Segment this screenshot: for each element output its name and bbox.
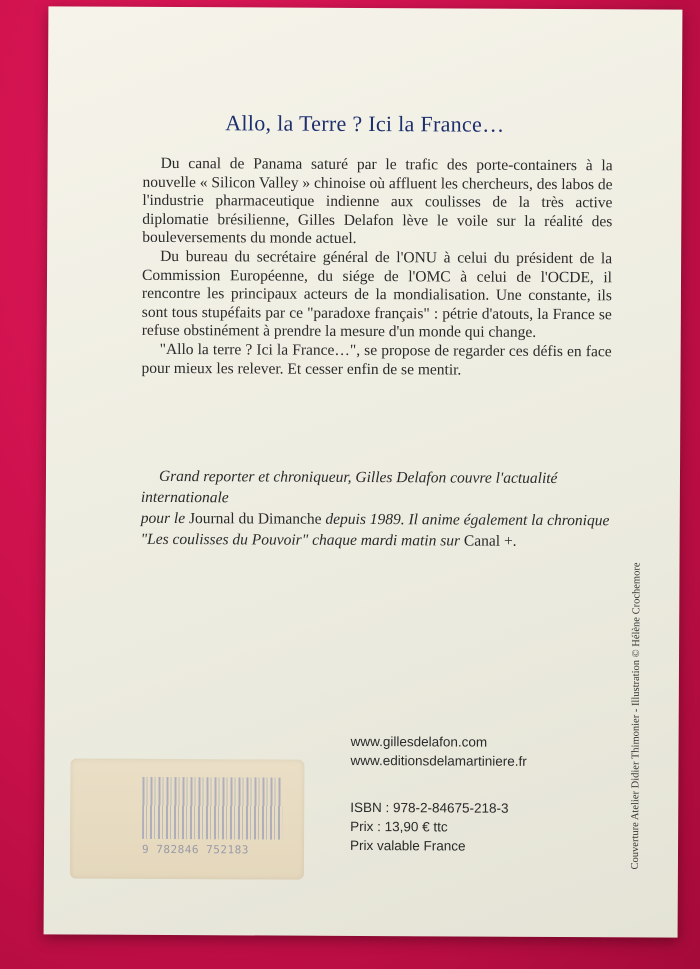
bio-line-1: Grand reporter et chroniqueur, Gilles Delafon couvre l'actualité internationale — [140, 467, 558, 507]
book-title: Allo, la Terre ? Ici la France… — [225, 110, 505, 137]
bio-line-3 — [141, 529, 641, 553]
blurb-paragraph-1: Du canal de Panama saturé par le trafic des porte-containers à la nouvelle « Silicon Valley » chinoise où affluent les chercheurs, des labos de l'industrie pharmaceutique indienne aux coulisses de la très active diplomatie brésilienne, Gilles Delafon lève le voile sur la réalité des bouleversements du monde actuel. — [142, 154, 613, 248]
blurb-paragraph-2: Du bureau du secrétaire général de l'ONU à celui du président de la Commission Européenne, du siége de l'OMC à celui de l'OCDE, il rencontre les principaux acteurs de la mondialisation. Une constante, ils sont tous stupéfaits par ce "paradoxe français" : pétrie d'atouts, la France se refuse obstinément à prendre la mesure d'un monde qui change. — [141, 247, 613, 342]
barcode-sticker — [70, 758, 305, 879]
isbn: ISBN : 978-2-84675-218-3 — [350, 799, 509, 816]
blurb-paragraph-3: "Allo la terre ? Ici la France…", se propose de regarder ces défis en face pour mieux les relever. Et cesser enfin de se mentir. — [141, 340, 612, 379]
publisher-info — [350, 732, 527, 856]
cover-credit: Couverture Atelier Didier Thimonier - Illustration © Hélène Crochemore — [629, 562, 643, 870]
blurb — [141, 155, 612, 381]
price-note: Prix valable France — [350, 837, 466, 854]
channel-name: Canal +. — [463, 532, 517, 550]
bio-line-2-post: depuis 1989. Il anime également la chronique — [321, 510, 610, 530]
website-publisher[interactable]: www.editionsdelamartiniere.fr — [350, 752, 527, 769]
bio-line-3-pre: "Les coulisses du Pouvoir" chaque mardi matin sur — [140, 530, 464, 550]
barcode-digits: 9 782846 752183 — [141, 842, 249, 857]
author-bio — [141, 466, 641, 553]
bio-line-2 — [141, 508, 641, 532]
newspaper-name: Journal du Dimanche — [188, 510, 322, 528]
price: Prix : 13,90 € ttc — [350, 818, 448, 835]
book-back-cover — [44, 6, 683, 937]
website-author[interactable]: www.gillesdelafon.com — [350, 733, 488, 750]
barcode — [142, 777, 282, 840]
bio-line-2-pre: pour le — [140, 509, 190, 528]
